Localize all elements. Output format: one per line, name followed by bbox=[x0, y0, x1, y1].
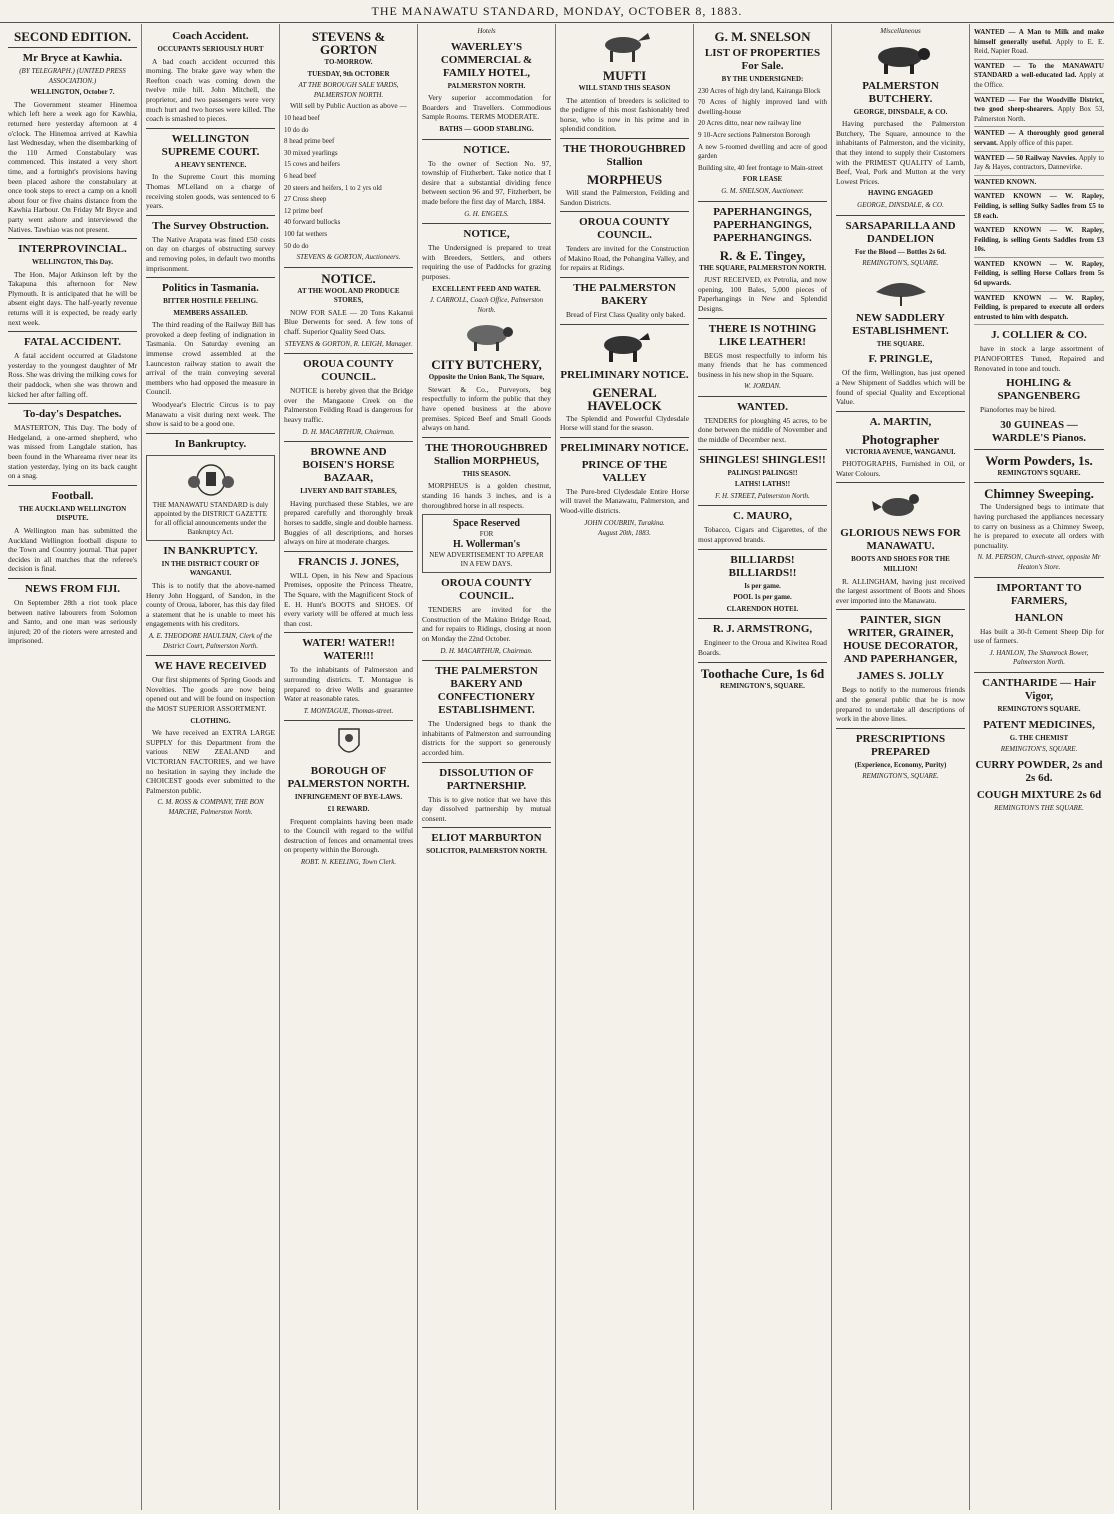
list-item: 8 head prime beef bbox=[284, 137, 335, 146]
article-title: Coach Accident. bbox=[172, 30, 249, 42]
ad-title: NOTICE, bbox=[463, 228, 510, 241]
ad-title: NOTICE. bbox=[321, 270, 376, 286]
signature: REMINGTON'S, SQUARE. bbox=[1000, 745, 1078, 754]
article-body: A Wellington man has submitted the Auckland Wellington football dispute to the Town and Country journal. That paper decides in all matches that the referee's decision is final. bbox=[8, 525, 137, 574]
bull-icon bbox=[866, 40, 936, 76]
crest-icon bbox=[176, 462, 246, 498]
ad-body: MORPHEUS is a golden chestnut, standing 16 hands 3 inches, and is a thoroughbred horse in all respects. bbox=[422, 481, 551, 510]
article-subtitle: BITTER HOSTILE FEELING. bbox=[163, 297, 258, 306]
list-item: 27 Cross sheep bbox=[284, 195, 327, 204]
ad-title: BILLIARDS! BILLIARDS!! bbox=[728, 553, 797, 579]
ad-subtitle: REMINGTON'S, SQUARE. bbox=[720, 681, 805, 690]
ad-title: SHINGLES! SHINGLES!! bbox=[699, 453, 826, 466]
list-item: 10 head beef bbox=[284, 113, 320, 122]
ad-name: GENERAL HAVELOCK bbox=[587, 384, 662, 413]
signature: STEVENS & GORTON, Auctioneers. bbox=[296, 253, 401, 262]
ad-name: HANLON bbox=[1014, 611, 1064, 624]
column-8 bbox=[970, 24, 1108, 1510]
ad-title: IMPORTANT TO FARMERS, bbox=[996, 581, 1082, 607]
ad-title: CURRY POWDER, 2s and 2s 6d. bbox=[975, 758, 1103, 784]
ad-body: BY THE UNDERSIGNED: bbox=[721, 75, 804, 83]
list-item: 9 10-Acre sections Palmerston Borough bbox=[698, 130, 810, 139]
ad-subtitle: EXCELLENT FEED AND WATER. bbox=[432, 284, 541, 293]
column-3 bbox=[280, 24, 418, 1510]
ad-title: GLORIOUS NEWS FOR MANAWATU. bbox=[840, 527, 961, 553]
ad-title: NEW SADDLERY ESTABLISHMENT. bbox=[852, 311, 949, 337]
ad-subtitle: PALINGS! PALINGS!! bbox=[727, 468, 798, 477]
ad-body: have in stock a large assortment of PIANOFORTES Tuned, Repaired and Renovated in tone and touch. bbox=[974, 344, 1104, 373]
signature: D. H. MACARTHUR, Chairman. bbox=[440, 646, 533, 655]
ad-body: This is to give notice that we have this day dissolved partnership by mutual consent. bbox=[422, 794, 551, 823]
ad-body: Of the firm, Wellington, has just opened a New Shipment of Saddles which will be found of special Quality and Exceptional Value. bbox=[836, 368, 965, 407]
ad-subtitle: LIVERY AND BAIT STABLES, bbox=[300, 487, 397, 496]
ad-subtitle: REMINGTON'S SQUARE. bbox=[997, 704, 1081, 713]
ad-body: Frequent complaints having been made to the Council with regard to the wilful destruction of fences and ornamental trees on property within the Borough. bbox=[284, 816, 413, 855]
list-item: 100 fat wethers bbox=[284, 229, 328, 238]
ad-title: MUFTI bbox=[602, 68, 647, 83]
ad-subtitle: £1 REWARD. bbox=[327, 804, 370, 813]
ad-title: WATER! WATER!! WATER!!! bbox=[302, 637, 395, 663]
wanted-ad: WANTED KNOWN — W. Rapley, Feilding, is selling Sulky Sadles from £5 to £8 each. bbox=[974, 190, 1104, 224]
list-item: 70 Acres of highly improved land with dwelling-house bbox=[698, 98, 827, 116]
section-label: Hotels bbox=[477, 27, 496, 35]
article-subtitle: A HEAVY SENTENCE. bbox=[174, 160, 247, 169]
ad-title: CITY BUTCHERY, bbox=[431, 357, 542, 373]
ad-body: Having purchased the Palmerston Butchery, The Square, announce to the inhabitants of Palmerston, and the vicinity, that they intend to supply their Customers with the PRIMEST QUALITY of Lamb, Beef, Veal, Pork and Mutton at the very Lowest Prices. bbox=[836, 119, 965, 186]
signature: W. JORDAN. bbox=[744, 382, 781, 391]
ad-body: The attention of breeders is solicited to the pedigree of this most fashionably bred horse, who is now in his prime and in splendid condition. bbox=[560, 95, 689, 134]
signature: F. H. STREET, Palmerston North. bbox=[715, 491, 810, 500]
list-item: 20 steers and heifers, 1 to 2 yrs old bbox=[284, 183, 382, 192]
list-item: 30 mixed yearlings bbox=[284, 148, 338, 157]
article-body: The Native Arapata was fined £50 costs on day on charges of obstructing survey and removing poles, in default two months imprisonment. bbox=[146, 234, 275, 273]
ad-body: The Undersigned begs to intimate that having purchased the appliances necessary to carry on business as a Chimney Sweep, he is prepared to execute all orders with punctuality. bbox=[974, 502, 1104, 550]
article-title: FATAL ACCIDENT. bbox=[24, 336, 121, 349]
ad-subtitle: LIST OF PROPERTIES For Sale. bbox=[704, 47, 821, 72]
columns bbox=[4, 24, 1110, 1510]
list-item: 15 cows and heifers bbox=[284, 160, 340, 169]
article-subtitle: IN THE DISTRICT COURT OF WANGANUI. bbox=[161, 559, 260, 578]
ad-subtitle: THIS SEASON. bbox=[462, 469, 511, 478]
ad-title: Toothache Cure, 1s 6d bbox=[700, 665, 825, 681]
ad-date: TUESDAY, 9th OCTOBER bbox=[307, 69, 390, 78]
ad-place: VICTORIA AVENUE, WANGANUI. bbox=[845, 447, 956, 456]
article-note: Woodyear's Electric Circus is to pay Manawatu a visit during next week. The show is said to be a good one. bbox=[146, 400, 275, 429]
list-item: 10 do do bbox=[284, 125, 309, 134]
article-title: Politics in Tasmania. bbox=[162, 282, 259, 295]
article-body: This is to notify that the above-named Henry John Hoggard, of Sandon, in the county of Oroua, laborer, has this day filed a statement that he is unable to meet his engagements with his creditors. bbox=[146, 581, 275, 629]
ad-name: JAMES S. JOLLY bbox=[856, 670, 945, 683]
signature: T. MONTAGUE, Thomas-street. bbox=[303, 706, 394, 715]
signature: GEORGE, DINSDALE, & CO. bbox=[857, 200, 944, 209]
ad-title: FRANCIS J. JONES, bbox=[298, 555, 399, 568]
ad-body: BEGS most respectfully to inform his many friends that he has commenced business in his new shop in the Square. bbox=[698, 350, 827, 379]
ad-subtitle: BOOTS AND SHOES FOR THE MILLION! bbox=[851, 555, 950, 574]
ad-title: THE PALMERSTON BAKERY AND CONFECTIONERY ESTABLISHMENT. bbox=[435, 665, 538, 717]
ad-title: CANTHARIDE — Hair Vigor, bbox=[982, 676, 1096, 702]
borough-crest-icon bbox=[314, 725, 384, 761]
ad-body: WILL Open, in his New and Spacious Premises, opposite the Princess Theatre, The Square, with the Magnificent Stock of E. H. Hunt's BOOTS and SHOES. Of every variety will be offered at much less than cost. bbox=[284, 570, 413, 628]
ad-name: Photographer bbox=[861, 431, 940, 447]
ad-body: NOTICE is hereby given that the Bridge over the Mangaone Creek on the Palmerston Feilding Road is dangerous for heavy traffic. bbox=[284, 386, 413, 425]
ad-body: Is per game. bbox=[744, 581, 781, 590]
ad-title: C. MAURO, bbox=[733, 510, 792, 523]
ad-body: Bread of First Class Quality only baked. bbox=[566, 309, 686, 319]
bankruptcy-notice: THE MANAWATU STANDARD is duly appointed by the DISTRICT GAZETTE for all official announcements under the Bankruptcy Act. bbox=[146, 455, 275, 541]
ad-subtitle: FOR LEASE bbox=[742, 175, 783, 184]
ad-title: SARSAPARILLA AND DANDELION bbox=[845, 219, 956, 245]
ad-body: To the owner of Section No. 97, township of Fitzherbert. Take notice that I desire that a substantial dividing fence between section 96 and 97, Fitzherbert, be made before the first day of March, 1884. bbox=[422, 158, 551, 206]
signature: C. M. ROSS & COMPANY, THE BON MARCHE, Palmerston North. bbox=[157, 798, 264, 816]
ad-subtitle: POOL 1s per game. bbox=[733, 593, 792, 602]
ad-title: BROWNE AND BOISEN'S HORSE BAZAAR, bbox=[302, 446, 395, 485]
ad-title: PAPERHANGINGS, PAPERHANGINGS, PAPERHANGINGS. bbox=[713, 205, 812, 244]
ad-title: Worm Powders, 1s. bbox=[985, 452, 1093, 468]
ad-body: Our first shipments of Spring Goods and Novelties. The goods are now being opened out and will be found on inspection the MOST SUPERIOR ASSORTMENT. bbox=[146, 675, 275, 713]
wanted-ad: WANTED KNOWN. bbox=[974, 176, 1104, 191]
draught-horse-icon bbox=[590, 329, 660, 365]
wanted-ad: WANTED — 50 Railway Navvies. Apply to Jay & Hayes, contractors, Dannevirke. bbox=[974, 152, 1104, 176]
edition-heading: SECOND EDITION. bbox=[13, 29, 132, 44]
ad-body: The Undersigned begs to thank the inhabitants of Palmerston and surrounding districts for the support so generously accorded him. bbox=[422, 719, 551, 757]
list-item: 6 head beef bbox=[284, 171, 317, 180]
article-body: The Government steamer Hinemoa which left here a week ago for Kawhia, returned here yesterday afternoon at 4 o'clock. The Hinemoa arrived at Kawhia last Wednesday, when the disembarking of the 110 Armed Constabulary was commenced. This instated a very short time, and a fortnight's provisions having been placed ashore the constabulary at once took steps to erect a camp on a knoll about four or five chains distance from the Kawhia Harbour. On Friday Mr Bryce and party went ashore and interviewed the Natives. Tawhiao was not present. bbox=[8, 99, 137, 234]
ad-subtitle: INFRINGEMENT OF BYE-LAWS. bbox=[294, 793, 403, 802]
ad-place: Opposite the Union Bank, The Square, bbox=[428, 373, 545, 382]
ad-subtitle: SOLICITOR, PALMERSTON NORTH. bbox=[426, 847, 547, 856]
ad-body: Having purchased these Stables, we are prepared carefully and thoroughly break horses to saddle, single and double harness. Buggies of all descriptions, and horses always on hire at moderate charges. bbox=[284, 498, 413, 547]
ad-title: R. J. ARMSTRONG, bbox=[712, 623, 813, 636]
ad-body: Very superior accommodation for Boarders and Travellers. Commodious Sample Rooms. TERMS MODERATE. bbox=[422, 93, 551, 122]
ad-body: To the inhabitants of Palmerston and surrounding districts. T. Montague is prepared to drive Wells and guarantee Water at reasonable rates. bbox=[284, 665, 413, 704]
list-item: 40 forward bullocks bbox=[284, 218, 341, 227]
column-5 bbox=[556, 24, 694, 1510]
ad-subtitle: CLOTHING. bbox=[190, 716, 231, 725]
ad-body: For the Blood — Bottles 2s 6d. bbox=[854, 247, 947, 256]
ad-body: Will sell by Public Auction as above — bbox=[290, 101, 407, 111]
ad-title: PALMERSTON BUTCHERY. bbox=[862, 79, 939, 105]
ad-title: G. M. SNELSON bbox=[714, 29, 811, 44]
ad-body: TENDERS are invited for the Construction of the Makino Bridge Road, and for repairs to Ridings, closing at noon on Monday the 22nd October. bbox=[422, 605, 551, 643]
ad-subtitle: REMINGTON'S SQUARE. bbox=[997, 468, 1081, 477]
ad-title: PATENT MEDICINES, bbox=[983, 718, 1095, 731]
article-subtitle: MEMBERS ASSAILED. bbox=[173, 308, 248, 317]
reserved-space: Space Reserved FOR H. Wollerman's NEW ADVERTISEMENT TO APPEAR IN A FEW DAYS. bbox=[422, 514, 551, 573]
ad-name: F. PRINGLE, bbox=[868, 353, 933, 366]
signature: STEVENS & GORTON, R. LEIGH, Manager. bbox=[284, 339, 413, 348]
wanted-ad: WANTED — To the MANAWATU STANDARD a well-educated lad. Apply at the Office. bbox=[974, 60, 1104, 94]
column-4 bbox=[418, 24, 556, 1510]
list-item: 230 Acres of high dry land, Kairanga Block bbox=[698, 86, 821, 95]
ad-title: PRELIMINARY NOTICE. bbox=[560, 441, 689, 454]
signature: REMINGTON'S THE SQUARE. bbox=[994, 803, 1084, 812]
article-body: In the Supreme Court this morning Thomas M'Lelland on a charge of receiving stolen goods, was sentenced to 6 years. bbox=[146, 172, 275, 211]
article-body: MASTERTON, This Day. The body of Hedgeland, a one-armed shepherd, who was missed from Langdale station, has been found in the Whareama river near its station yesterday, lying on its back caught on a snag. bbox=[8, 423, 137, 481]
article-title: NEWS FROM FIJI. bbox=[24, 582, 121, 595]
ad-body: Stewart & Co., Purveyors, beg respectfully to inform the public that they have opened business at the above premises. Spiced Beef and Small Goods always on hand. bbox=[422, 384, 551, 433]
signature: ROBT. N. KEELING, Town Clerk. bbox=[300, 857, 397, 866]
stock-list bbox=[284, 114, 413, 251]
signature: G. M. SNELSON, Auctioneer. bbox=[721, 186, 804, 195]
ad-title: COUGH MIXTURE 2s 6d bbox=[976, 788, 1102, 801]
ad-subtitle: THE SQUARE. bbox=[876, 339, 925, 348]
article-title: INTERPROVINCIAL. bbox=[18, 243, 127, 256]
ad-subtitle: LATHS! LATHS!! bbox=[734, 480, 791, 489]
column-7 bbox=[832, 24, 970, 1510]
ad-name: R. & E. Tingey, bbox=[719, 247, 806, 263]
signature: REMINGTON'S, SQUARE. bbox=[862, 259, 939, 268]
article-subtitle: THE AUCKLAND WELLINGTON DISPUTE. bbox=[18, 504, 127, 523]
ad-subtitle: HAVING ENGAGED bbox=[867, 189, 934, 198]
ad-body: Tenders are invited for the Construction of Makino Road, the Pohangina Valley, and for repairs at Ridings. bbox=[560, 244, 689, 273]
ad-body: The Splendid and Powerful Clydesdale Horse will stand for the season. bbox=[560, 413, 689, 433]
ad-body: Has built a 30-ft Cement Sheep Dip for use of farmers. bbox=[974, 626, 1104, 646]
wanted-ad: WANTED KNOWN — W. Rapley, Feilding, is selling Horse Collars from 5s 6d upwards. bbox=[974, 258, 1104, 292]
ad-place: THE SQUARE, PALMERSTON NORTH. bbox=[699, 263, 826, 272]
ad-title: ELIOT MARBURTON bbox=[431, 832, 542, 845]
article-subtitle: OCCUPANTS SERIOUSLY HURT bbox=[157, 45, 264, 53]
ad-title: THE PALMERSTON BAKERY bbox=[573, 281, 676, 307]
ad-name: MORPHEUS bbox=[586, 171, 663, 187]
date: August 20th, 1883. bbox=[598, 529, 651, 538]
ad-title: PRELIMINARY NOTICE. bbox=[560, 368, 689, 381]
ad-body: Pianofortes may be hired. bbox=[980, 405, 1056, 415]
ad-title: A. MARTIN, bbox=[869, 415, 932, 428]
article-title: The Survey Obstruction. bbox=[152, 219, 269, 232]
ad-title: THERE IS NOTHING LIKE LEATHER! bbox=[708, 322, 817, 348]
article-title: In Bankruptcy. bbox=[174, 437, 247, 450]
ad-title: OROUA COUNTY COUNCIL. bbox=[303, 358, 394, 384]
saddle-icon bbox=[866, 272, 936, 308]
ad-title: J. COLLIER & CO. bbox=[991, 329, 1087, 342]
ad-name: CLARENDON HOTEL bbox=[726, 604, 799, 613]
ad-body: Will stand the Palmerston, Feilding and Sandon Districts. bbox=[560, 187, 689, 207]
ad-name: PRINCE OF THE VALLEY bbox=[581, 458, 668, 484]
horse-icon bbox=[590, 29, 660, 65]
ad-title: STEVENS & GORTON bbox=[311, 29, 386, 57]
sheep-icon bbox=[452, 318, 522, 354]
signature: J. CARROLL, Coach Office, Palmerston North. bbox=[429, 296, 544, 314]
signature: A. E. THEODORE HAULTAIN, Clerk of the District Court, Palmerston North. bbox=[148, 631, 273, 650]
ad-body: The Pure-bred Clydesdale Entire Horse will travel the Manawatu, Palmerston, and Wood-ville districts. bbox=[560, 486, 689, 515]
list-item: 20 Acres ditto, near new railway line bbox=[698, 119, 802, 128]
article-title: To-day's Despatches. bbox=[23, 408, 122, 421]
wanted-ad: WANTED — For the Woodville District, two good sheep-shearers. Apply Box 53, Palmerston North. bbox=[974, 94, 1104, 128]
article-title: IN BANKRUPTCY. bbox=[163, 544, 258, 557]
ad-body: R. ALLINGHAM, having just received the largest assortment of Boots and Shoes ever imported into the Manawatu. bbox=[836, 576, 965, 605]
ad-subtitle: (Experience, Economy, Purity) bbox=[854, 760, 947, 769]
article-body: On September 28th a riot took place between native labourers from Solomon and Santo, and one man was seriously injured; 20 of the rioters were arrested and imprisoned. bbox=[8, 597, 137, 646]
article-byline: (BY TELEGRAPH.) (UNITED PRESS ASSOCIATION.) bbox=[19, 67, 126, 85]
wanted-ad: WANTED — A thoroughly good general servant. Apply office of this paper. bbox=[974, 127, 1104, 151]
ad-body: JUST RECEIVED, ex Petrolia, and now opening, 100 Bales, 5,000 pieces of Paperhangings in New and Splendid Designs. bbox=[698, 275, 827, 313]
list-item: 50 do do bbox=[284, 241, 309, 250]
signature: N. M. PERSON, Church-street, opposite Mr Heaton's Store. bbox=[977, 553, 1101, 571]
ad-body: NOW FOR SALE — 20 Tons Kakanui Blue Derwents for seed. A few tons of chaff. Superior Quality Seed Oats. bbox=[284, 307, 413, 337]
article-title: WELLINGTON SUPREME COURT. bbox=[161, 132, 260, 158]
wanted-ad: WANTED KNOWN — W. Rapley, Feilding, is prepared to execute all orders entrusted to him with despatch. bbox=[974, 292, 1104, 326]
wanted-ad: WANTED — A Man to Milk and make himself generally useful. Apply to E. E. Reid, Napier Road. bbox=[974, 26, 1104, 60]
ad-body: Tobacco, Cigars and Cigarettes, of the most approved brands. bbox=[698, 525, 827, 545]
article-dateline: WELLINGTON, This Day. bbox=[31, 258, 114, 267]
column-1 bbox=[4, 24, 142, 1510]
article-body: A bad coach accident occurred this morning. The brake gave way when the Reefton coach was coming down the twelve mile hill. John Mitchell, the proprietor, and two passengers were very much hurt and two horses were killed. The coach is smashed to pieces. bbox=[146, 56, 275, 124]
ad-subtitle: TO-MORROW. bbox=[324, 58, 373, 66]
ad-title: WANTED. bbox=[736, 400, 789, 413]
signature: D. H. MACARTHUR, Chairman. bbox=[302, 427, 395, 436]
signature: J. HANLON, The Shamrock Bower, Palmerston North. bbox=[989, 648, 1089, 667]
article-body: A fatal accident occurred at Gladstone yesterday to the youngest daughter of Mr Ross. She was driving the milking cows for their paddock, when she was thrown and kicked her after falling off. bbox=[8, 351, 137, 399]
ad-title: WAVERLEY'S COMMERCIAL & FAMILY HOTEL, bbox=[440, 40, 533, 79]
ad-title: HOHLING & SPANGENBERG bbox=[997, 377, 1081, 403]
ad-title: BOROUGH OF PALMERSTON NORTH. bbox=[287, 765, 410, 791]
signature: REMINGTON'S, SQUARE. bbox=[862, 772, 939, 781]
ad-title: WE HAVE RECEIVED bbox=[154, 660, 267, 673]
ad-title: THE THOROUGHBRED Stallion MORPHEUS, bbox=[425, 441, 548, 467]
ad-subtitle: GEORGE, DINSDALE, & CO. bbox=[853, 107, 948, 116]
ad-title: THE THOROUGHBRED Stallion bbox=[563, 142, 686, 168]
list-item: Building site, 40 feet frontage to Main-street bbox=[698, 163, 823, 172]
ad-place: PALMERSTON NORTH. bbox=[447, 81, 526, 90]
column-2 bbox=[142, 24, 280, 1510]
ad-body: Engineer to the Oroua and Kiwitea Road Boards. bbox=[698, 638, 827, 657]
column-6 bbox=[694, 24, 832, 1510]
article-title: Mr Bryce at Kawhia. bbox=[22, 52, 123, 64]
list-item: A new 5-roomed dwelling and acre of good garden bbox=[698, 142, 827, 161]
ad-title: DISSOLUTION OF PARTNERSHIP. bbox=[439, 766, 534, 792]
ad-subtitle: WILL STAND THIS SEASON bbox=[578, 84, 671, 92]
ad-subtitle: BATHS — GOOD STABLING. bbox=[439, 124, 534, 133]
ad-body: The Undersigned is prepared to treat with Breeders, Settlers, and others requiring the use of Paddocks for grazing purposes. bbox=[422, 243, 551, 281]
ad-title: PAINTER, SIGN WRITER, GRAINER, HOUSE DECORATOR, AND PAPERHANGER, bbox=[843, 614, 958, 666]
ad-title: Chimney Sweeping. bbox=[984, 486, 1094, 502]
ad-subtitle: G. THE CHEMIST bbox=[1009, 733, 1069, 742]
article-dateline: WELLINGTON, October 7. bbox=[30, 88, 115, 97]
ad-title: 30 GUINEAS — WARDLE'S Pianos. bbox=[991, 418, 1087, 444]
ad-body: PHOTOGRAPHS, Furnished in Oil, or Water Colours. bbox=[836, 459, 965, 478]
ad-subtitle: AT THE WOOL AND PRODUCE STORES, bbox=[297, 286, 400, 305]
ad-body: We have received an EXTRA LARGE SUPPLY for this Department from the various NEW ZEALAND and VICTORIAN FACTORIES, and we have no hesitation in saying they include the CHOICEST goods ever submitted to the Palmerston public. bbox=[146, 728, 275, 795]
list-item: 12 prime beef bbox=[284, 206, 323, 215]
wanted-ad: WANTED KNOWN — W. Rapley, Feilding, is selling Gents Saddles from £3 10s. bbox=[974, 224, 1104, 258]
ad-body: TENDERS for ploughing 45 acres, to be done between the middle of November and the middle of December next. bbox=[698, 415, 827, 445]
ad-title: OROUA COUNTY COUNCIL. bbox=[441, 577, 532, 603]
section-label: Miscellaneous bbox=[880, 27, 921, 35]
signature: G. H. ENGELS. bbox=[464, 209, 509, 218]
bird-icon bbox=[866, 487, 936, 523]
signature: JOHN COUBRIN, Turakina. bbox=[584, 518, 665, 527]
ad-title: OROUA COUNTY COUNCIL. bbox=[579, 216, 670, 242]
ad-title: PRESCRIPTIONS PREPARED bbox=[855, 732, 946, 758]
ad-body: Begs to notify to the numerous friends and the general public that he is now prepared to undertake all descriptions of work in the above lines. bbox=[836, 685, 965, 724]
ad-place: AT THE BOROUGH SALE YARDS, PALMERSTON NORTH. bbox=[298, 81, 399, 99]
ad-title: NOTICE. bbox=[463, 143, 510, 156]
article-body: The Hon. Major Atkinson left by the Takapuna this afternoon for New Plymouth. It is anticipated that he will be absent eight days. The half-yearly revenue returns will it is expected, be ready early next week. bbox=[8, 269, 137, 327]
masthead: THE MANAWATU STANDARD, MONDAY, OCTOBER 8, 1883. bbox=[0, 0, 1114, 23]
article-title: Football. bbox=[51, 489, 94, 502]
article-body: The third reading of the Railway Bill has provoked a deep feeling of indignation in Tasmania. On Saturday evening an immense crowd assembled at the Launceston railway station to await the arrival of the train conveying several members who had opposed the measure in Council. bbox=[146, 320, 275, 397]
